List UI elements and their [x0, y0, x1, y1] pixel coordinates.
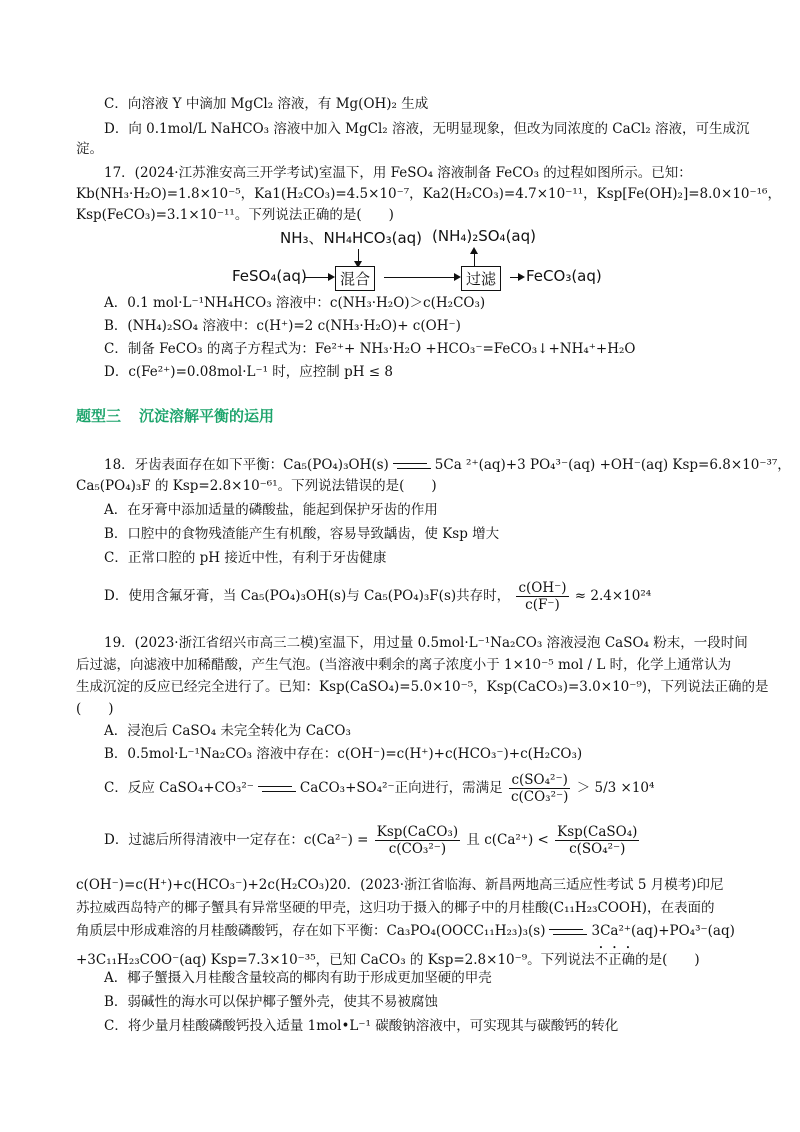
flow-box-mix: 混合: [335, 266, 375, 291]
emphasis-text: 不正确: [594, 952, 636, 968]
q19-option-d: D．过滤后所得清液中一定存在：c(Ca²⁻) = $\frac{\text{Ksp(CaCO₃)}}{\text{c(CO₃²⁻)}}$ 且 c(Ca²⁺) < $\frac{\text{Ksp(CaSO₄)}}{\text{c(SO₄²⁻)}}$: [104, 824, 638, 857]
q20-stem-cont2: 角质层中形成难溶的月桂酸磷酸钙，存在如下平衡：Ca₃PO₄(OOCC₁₁H₂₃)₃(s) 3Ca²⁺(aq)+PO₄³⁻(aq): [76, 923, 735, 939]
flow-line-3: [510, 277, 518, 278]
q17-stem: 17．(2024·江苏淮安高三开学考试)室温下，用 FeSO₄ 溶液制备 FeCO₃ 的过程如图所示。已知：: [104, 165, 692, 181]
q17-constants-cont: Ksp(FeCO₃)=3.1×10⁻¹¹。下列说法正确的是( ): [76, 207, 394, 223]
q17-option-b: B．(NH₄)₂SO₄ 溶液中：c(H⁺)=2 c(NH₃·H₂O)+ c(OH⁻): [104, 318, 461, 334]
equilibrium-arrow-icon: [549, 926, 587, 938]
process-flow-diagram: [232, 227, 602, 293]
equilibrium-arrow-icon: [258, 783, 296, 795]
flow-up-arrow: [470, 247, 478, 254]
ksp-caso4-fraction: $\frac{\text{Ksp(CaSO₄)}}{\text{c(SO₄²⁻)}}$: [557, 824, 638, 857]
flow-line-1: [304, 277, 328, 278]
q17-constants: Kb(NH₃·H₂O)=1.8×10⁻⁵，Ka1(H₂CO₃)=4.5×10⁻⁷，Ka2(H₂CO₃)=4.7×10⁻¹¹，Ksp[Fe(OH)₂]=8.0×10⁻¹⁶，: [76, 186, 781, 202]
flow-input-label: NH₃、NH₄HCO₃(aq): [280, 229, 423, 247]
q18-option-d: D．使用含氟牙膏，当 Ca₅(PO₄)₃OH(s)与 Ca₅(PO₄)₃F(s)共存时， $\frac{c(OH^-)}{c(F^-)}$ ≈ 2.4×10²⁴: [104, 580, 652, 613]
q16-option-d-cont: 淀。: [76, 141, 103, 157]
q18-option-c: C．正常口腔的 pH 接近中性，有利于牙齿健康: [104, 550, 387, 566]
section-heading: [76, 405, 292, 426]
q20-stem-cont3: +3C₁₁H₂₃COO⁻(aq) Ksp=7.3×10⁻³⁵，已知 CaCO₃ 的 Ksp=2.8×10⁻⁹。下列说法不正确的是( ): [76, 952, 700, 968]
q20-option-a: A．椰子蟹摄入月桂酸含量较高的椰肉有助于形成更加坚硬的甲壳: [104, 970, 492, 986]
flow-arrow-1: [328, 273, 335, 281]
flow-line-2: [384, 277, 454, 278]
q19-option-c: C．反应 CaSO₄+CO₃²⁻ CaCO₃+SO₄²⁻正向进行，需满足 $\frac{\text{c(SO₄²⁻)}}{\text{c(CO₃²⁻)}}$ ＞ 5/3 ×10⁴: [104, 772, 655, 805]
q18-stem: 18．牙齿表面存在如下平衡：Ca₅(PO₄)₃OH(s) 5Ca ²⁺(aq)+3 PO₄³⁻(aq) +OH⁻(aq) Ksp=6.8×10⁻³⁷，: [104, 457, 791, 473]
flow-arrow-3: [518, 273, 525, 281]
section-title: 沉淀溶解平衡的运用: [139, 407, 275, 425]
q18-option-a: A．在牙膏中添加适量的磷酸盐，能起到保护牙齿的作用: [104, 502, 438, 518]
q19-stem-cont2: 生成沉淀的反应已经完全进行了。已知：Ksp(CaSO₄)=5.0×10⁻⁵，Ksp(CaCO₃)=3.0×10⁻⁹)，下列说法正确的是: [76, 679, 769, 695]
q20-option-b: B．弱碱性的海水可以保护椰子蟹外壳，使其不易被腐蚀: [104, 994, 438, 1010]
q16-option-c: C．向溶液 Y 中滴加 MgCl₂ 溶液，有 Mg(OH)₂ 生成: [104, 96, 429, 112]
q19-option-b: B．0.5mol·L⁻¹Na₂CO₃ 溶液中存在：c(OH⁻)=c(H⁺)+c(HCO₃⁻)+c(H₂CO₃): [104, 746, 583, 762]
q20-option-c: C．将少量月桂酸磷酸钙投入适量 1mol•L⁻¹ 碳酸钠溶液中，可实现其与碳酸钙的转化: [104, 1018, 619, 1034]
q16-option-d: D．向 0.1mol/L NaHCO₃ 溶液中加入 MgCl₂ 溶液，无明显现象，但改为同浓度的 CaCl₂ 溶液，可生成沉: [104, 121, 750, 137]
oh-f-ratio: $\frac{c(OH^-)}{c(F^-)}$: [518, 580, 567, 613]
section-label: 题型三: [76, 407, 122, 425]
flow-arrow-2: [454, 273, 461, 281]
flow-start: FeSO₄(aq): [232, 267, 307, 285]
q19-stem-cont3: ( ): [76, 701, 114, 717]
flow-end: FeCO₃(aq): [526, 267, 602, 285]
q19-stem: 19．(2023·浙江省绍兴市高三二模)室温下，用过量 0.5mol·L⁻¹Na₂CO₃ 溶液浸泡 CaSO₄ 粉末，一段时间: [104, 635, 748, 651]
q18-option-b: B．口腔中的食物残渣能产生有机酸，容易导致龋齿，使 Ksp 增大: [104, 526, 500, 542]
q17-option-a: A．0.1 mol·L⁻¹NH₄HCO₃ 溶液中：c(NH₃·H₂O)＞c(H₂CO₃): [104, 295, 486, 311]
flow-output-label: (NH₄)₂SO₄(aq): [432, 227, 536, 245]
q17-option-c: C．制备 FeCO₃ 的离子方程式为：Fe²⁺+ NH₃·H₂O +HCO₃⁻=FeCO₃↓+NH₄⁺+H₂O: [104, 341, 636, 357]
sulfate-carbonate-ratio: $\frac{\text{c(SO₄²⁻)}}{\text{c(CO₃²⁻)}}$: [510, 772, 569, 805]
equilibrium-arrow-icon: [393, 460, 431, 472]
q19-option-a: A．浸泡后 CaSO₄ 未完全转化为 CaCO₃: [104, 723, 351, 739]
q18-stem-cont: Ca₅(PO₄)₃F 的 Ksp=2.8×10⁻⁶¹。下列说法错误的是( ): [76, 478, 437, 494]
q20-stem: c(OH⁻)=c(H⁺)+c(HCO₃⁻)+2c(H₂CO₃)20．(2023·浙江省临海、新昌两地高三适应性考试 5 月模考)印尼: [76, 877, 724, 893]
flow-box-filter: 过滤: [461, 266, 501, 291]
q19-stem-cont1: 后过滤，向滤液中加稀醋酸，产生气泡。(当溶液中剩余的离子浓度小于 1×10⁻⁵ mol / L 时，化学上通常认为: [76, 657, 732, 673]
q17-option-d: D．c(Fe²⁺)=0.08mol·L⁻¹ 时，应控制 pH ≤ 8: [104, 364, 393, 380]
q20-stem-cont1: 苏拉威西岛特产的椰子蟹具有异常坚硬的甲壳，这归功于摄入的椰子中的月桂酸(C₁₁H₂₃COOH)，在表面的: [76, 900, 715, 916]
ksp-caco3-fraction: $\frac{\text{Ksp(CaCO₃)}}{\text{c(CO₃²⁻)}}$: [376, 824, 459, 857]
